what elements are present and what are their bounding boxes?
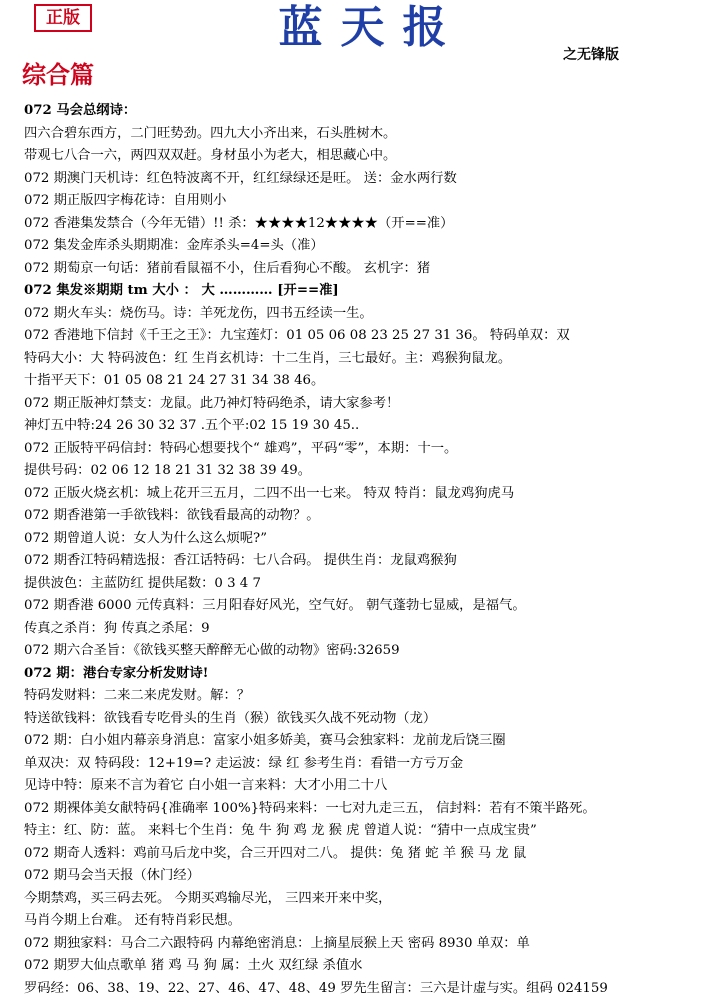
text-line: 特码大小：大 特码波色：红 生肖玄机诗：十二生肖，三七最好。主：鸡猴狗鼠龙。	[24, 350, 512, 366]
text-line: 072 期正版神灯禁支：龙鼠。此乃神灯特码绝杀，请大家参考！	[24, 395, 400, 411]
text-line: 072 期：港台专家分析发财诗!	[24, 665, 209, 681]
text-line: 今期禁鸡，买三码去死。 今期买鸡输尽光， 三四来开来中奖，	[24, 890, 392, 906]
text-line: 072 期火车头：烧伤马。诗：羊死龙伤，四书五经读一生。	[24, 305, 373, 321]
text-line: 072 期曾道人说：女人为什么这么烦呢?”	[24, 530, 267, 546]
text-line: 提供波色：主蓝防红 提供尾数：0 3 4 7	[24, 575, 261, 591]
text-line: 072 期裸体美女献特码{准确率 100%}特码来料：一七对九走三五， 信封料：若有不策半路死。	[24, 800, 596, 816]
text-line: 马肖今期上台难。 还有特肖彩民想。	[24, 913, 241, 928]
text-line: 072 期萄京一句话：猪前看鼠福不小，住后看狗心不酸。 玄机字：猪	[24, 260, 431, 276]
text-line: 072 集发金库杀头期期准：金库杀头=4=头（准）	[24, 238, 324, 253]
article-body	[24, 100, 714, 1000]
text-line: 单双决：双 特码段：12+19=? 走运波：绿 红 参考生肖：看错一方亏万金	[24, 755, 464, 771]
text-line: 072 期罗大仙点歌单 猪 鸡 马 狗 属：土火 双红绿 杀值水	[24, 958, 363, 973]
text-line: 072 马会总纲诗：	[24, 103, 137, 118]
text-line: 提供号码：02 06 12 18 21 31 32 38 39 49。	[24, 463, 312, 478]
text-line: 072 期奇人透料：鸡前马后龙中奖，合三开四对二八。 提供：兔 猪 蛇 羊 猴 马 龙 鼠	[24, 845, 527, 861]
text-line: 072 期香港第一手欲钱料：欲钱看最高的动物？。	[24, 508, 320, 523]
text-line: 四六合碧东西方，二门旺势劲。四九大小齐出来，石头胜树木。	[24, 125, 397, 141]
text-line: 十指平天下：01 05 08 21 24 27 31 34 38 46。	[24, 373, 325, 388]
text-line: 072 期六合圣旨：《欲钱买整天醉醉无心做的动物》密码:32659	[24, 643, 400, 658]
edition-label: 之无锋版	[563, 47, 619, 63]
text-line: 072 期：白小姐内幕亲身消息：富家小姐多娇美，赛马会独家料：龙前龙后饶三圈	[24, 733, 506, 748]
text-line: 072 期马会当天报（休门经）	[24, 868, 200, 883]
genuine-badge: 正版	[34, 4, 92, 32]
section-title: 综合篇	[22, 61, 94, 89]
text-line: 072 期独家料：马合二六跟特码 内幕绝密消息：上摘星辰猴上天 密码 8930 单双：单	[24, 935, 530, 951]
text-line: 072 香港集发禁合（今年无错）!! 杀：★★★★12★★★★（开==准）	[24, 215, 454, 231]
text-line: 072 正版特平码信封：特码心想要找个“ 雄鸡”，平码“零”，本期：十一。	[24, 440, 458, 456]
text-line: 罗码经：06、38、19、22、27、46、47、48、49 罗先生留言：三六是计虚与实。组码 024159	[24, 980, 608, 996]
text-line: 072 期正版四字梅花诗：自用则小	[24, 193, 227, 208]
text-line: 特主：红、防：蓝。 来料七个生肖：兔 牛 狗 鸡 龙 猴 虎 曾道人说：“猜中一点成宝贵”	[24, 823, 537, 838]
text-line: 072 正版火烧玄机：城上花开三五月，二四不出一七来。 特双 特肖：鼠龙鸡狗虎马	[24, 485, 515, 501]
text-line: 传真之杀肖：狗 传真之杀尾：9	[24, 620, 210, 636]
text-line: 特码发财料：二来二来虎发财。解：？	[24, 688, 251, 703]
page-title: 蓝天报	[278, 2, 465, 53]
text-line: 072 集发※期期 tm 大小 ： 大 ………… [开==准]	[24, 283, 339, 298]
text-line: 072 香港地下信封《千王之王》：九宝莲灯：01 05 06 08 23 25 27 31 36。 特码单双：双	[24, 328, 570, 343]
text-line: 特送欲钱料：欲钱看专吃骨头的生肖（猴）欲钱买久战不死动物（龙）	[24, 710, 437, 726]
text-line: 神灯五中特:24 26 30 32 37 .五个平:02 15 19 30 45..	[24, 418, 360, 433]
text-line: 072 期香江特码精选报：香江话特码：七八合码。 提供生肖：龙鼠鸡猴狗	[24, 553, 457, 568]
text-line: 072 期澳门天机诗：红色特波离不开，红红绿绿还是旺。 送：金水两行数	[24, 170, 457, 186]
text-line: 见诗中特：原来不言为着它 白小姐一言来料：大才小用二十八	[24, 778, 388, 793]
text-line: 带观七八合一六，两四双双赶。身材虽小为老大，相思藏心中。	[24, 148, 397, 163]
text-line: 072 期香港 6000 元传真料：三月阳春好风光，空气好。 朝气蓬勃七显威，是福气。	[24, 598, 526, 613]
